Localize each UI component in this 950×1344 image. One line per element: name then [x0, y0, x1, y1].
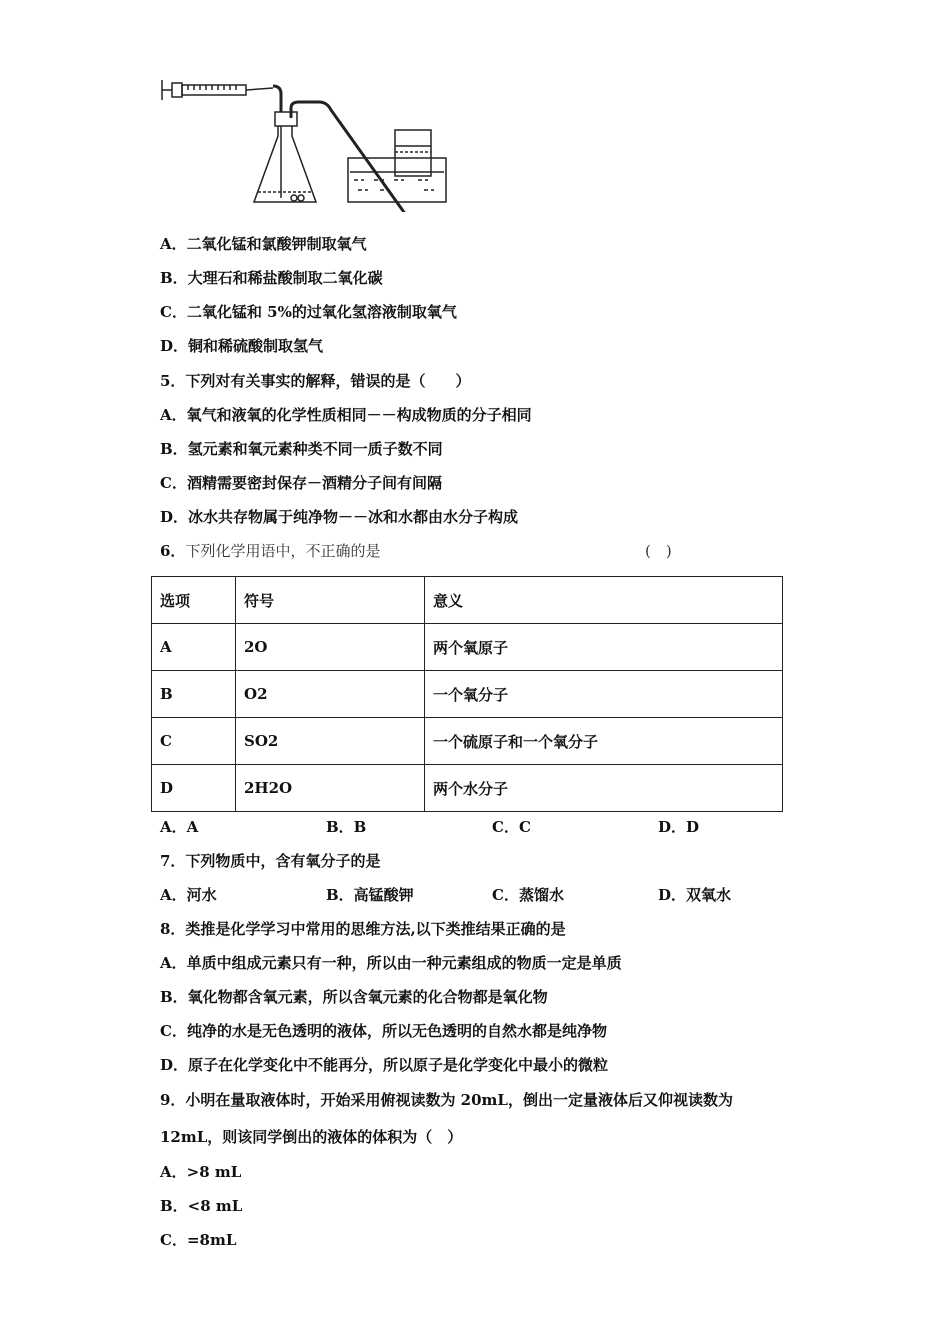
table-cell: 两个水分子 — [425, 765, 783, 812]
table-row — [152, 671, 783, 718]
q8-option-d: D．原子在化学变化中不能再分，所以原子是化学变化中最小的微粒 — [160, 1056, 609, 1074]
q4-option-c: C．二氧化锰和 5%的过氧化氢溶液制取氧气 — [160, 303, 457, 321]
q6-stem-line — [160, 541, 380, 561]
q5-option-a: A．氧气和液氧的化学性质相同－－构成物质的分子相同 — [160, 406, 532, 424]
q5-option-c: C．酒精需要密封保存－酒精分子间有间隔 — [160, 474, 442, 492]
q9-option-a: A．>8 mL — [160, 1163, 242, 1181]
q9-stem-line1: 9．小明在量取液体时，开始采用俯视读数为 20mL，倒出一定量液体后又仰视读数为 — [160, 1091, 733, 1109]
table-cell: 一个硫原子和一个氧分子 — [425, 718, 783, 765]
q6-option-b: B．B — [326, 818, 367, 836]
q8-option-c: C．纯净的水是无色透明的液体，所以无色透明的自然水都是纯净物 — [160, 1022, 607, 1040]
table-cell: 两个氧原子 — [425, 624, 783, 671]
q6-option-a: A．A — [160, 818, 199, 836]
q4-option-b: B．大理石和稀盐酸制取二氧化碳 — [160, 269, 383, 287]
q6-options — [160, 817, 824, 837]
q7-option-a: A．河水 — [160, 886, 217, 904]
q9-option-c: C．=8mL — [160, 1231, 237, 1249]
table-row — [152, 718, 783, 765]
table-cell: 一个氧分子 — [425, 671, 783, 718]
q6-paren: ( ) — [645, 542, 672, 560]
q6-number: 6． — [160, 542, 186, 560]
q6-option-d: D．D — [658, 818, 700, 836]
table-cell: D — [152, 765, 236, 812]
table-cell: 2H2O — [236, 765, 425, 812]
table-header-cell: 选项 — [152, 577, 236, 624]
q7-option-d: D．双氧水 — [658, 886, 732, 904]
q4-option-a: A．二氧化锰和氯酸钾制取氧气 — [160, 235, 367, 253]
q5-option-d: D．冰水共存物属于纯净物－－冰和水都由水分子构成 — [160, 508, 519, 526]
q8-stem: 8．类推是化学学习中常用的思维方法,以下类推结果正确的是 — [160, 920, 566, 938]
q5-stem: 5．下列对有关事实的解释，错误的是（ ） — [160, 372, 471, 390]
q9-stem-line2: 12mL，则该同学倒出的液体的体积为（ ） — [160, 1128, 463, 1146]
q9-option-b: B．<8 mL — [160, 1197, 243, 1215]
apparatus-diagram — [158, 72, 453, 212]
q8-option-a: A．单质中组成元素只有一种，所以由一种元素组成的物质一定是单质 — [160, 954, 622, 972]
table-cell: O2 — [236, 671, 425, 718]
q8-option-b: B．氧化物都含氧元素，所以含氧元素的化合物都是氧化物 — [160, 988, 548, 1006]
table-row — [152, 765, 783, 812]
table-header-row — [152, 577, 783, 624]
q7-stem: 7．下列物质中，含有氧分子的是 — [160, 852, 381, 870]
table-cell: B — [152, 671, 236, 718]
q6-stem: 下列化学用语中，不正确的是 — [185, 542, 381, 560]
q4-option-d: D．铜和稀硫酸制取氢气 — [160, 337, 324, 355]
q5-option-b: B．氢元素和氧元素种类不同一质子数不同 — [160, 440, 443, 458]
table-cell: A — [152, 624, 236, 671]
table-header-cell: 符号 — [236, 577, 425, 624]
table-cell: SO2 — [236, 718, 425, 765]
table-header-cell: 意义 — [425, 577, 783, 624]
q7-option-c: C．蒸馏水 — [492, 886, 564, 904]
table-row — [152, 624, 783, 671]
table-cell: C — [152, 718, 236, 765]
q7-option-b: B．高锰酸钾 — [326, 886, 414, 904]
table-cell: 2O — [236, 624, 425, 671]
q6-table — [151, 576, 783, 812]
q6-option-c: C．C — [492, 818, 531, 836]
q7-options — [160, 885, 824, 905]
